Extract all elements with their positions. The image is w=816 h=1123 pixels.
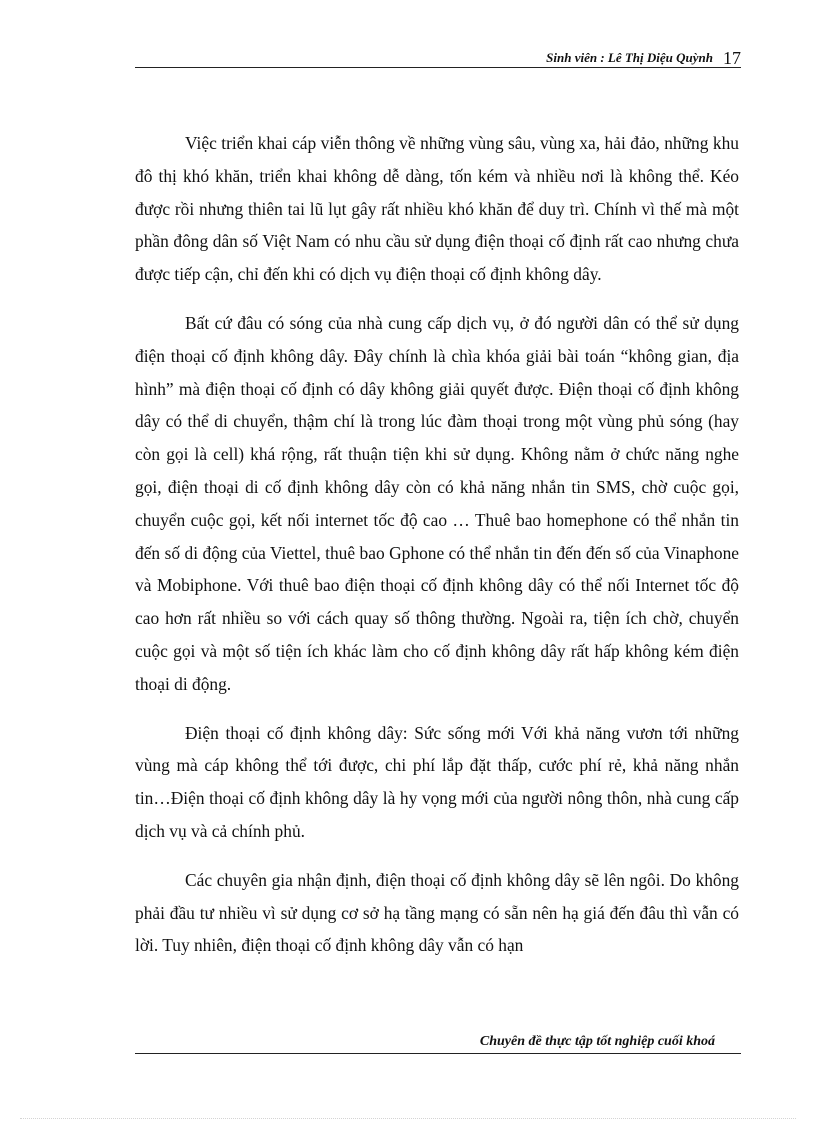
paragraph: Việc triển khai cáp viễn thông về những vùng sâu, vùng xa, hải đảo, những khu đô thị khó khăn, triển khai không dễ dàng, tốn kém và nhiều nơi là không thể. Kéo được rồi nhưng thiên tai lũ lụt gây rất nhiều khó khăn để duy trì. Chính vì thế mà một phần đông dân số Việt Nam có nhu cầu sử dụng điện thoại cố định rất cao nhưng chưa được tiếp cận, chỉ đến khi có dịch vụ điện thoại cố định không dây. [135,133,739,285]
paragraph: Điện thoại cố định không dây: Sức sống mới Với khả năng vươn tới những vùng mà cáp không thể tới được, chi phí lắp đặt thấp, cước phí rẻ, khả năng nhắn tin…Điện thoại cố định không dây là hy vọng mới của người nông thôn, nhà cung cấp dịch vụ và cả chính phủ. [135,722,739,841]
footer-title: Chuyên đề thực tập tốt nghiệp cuối khoá [479,1034,715,1049]
header-author: Sinh viên : Lê Thị Diệu Quỳnh [546,50,713,65]
page-edge [20,1118,796,1119]
page-number: 17 [723,48,741,68]
document-body [135,127,739,978]
header-divider [135,67,741,68]
footer-divider [135,1053,741,1054]
paragraph: Bất cứ đâu có sóng của nhà cung cấp dịch vụ, ở đó người dân có thể sử dụng điện thoại cố định không dây. Đây chính là chìa khóa giải bài toán “không gian, địa hình” mà điện thoại cố định có dây không giải quyết được. Điện thoại cố định không dây có thể di chuyển, thậm chí là trong lúc đàm thoại trong một vùng phủ sóng (hay còn gọi là cell) khá rộng, rất thuận tiện khi sử dụng. Không nằm ở chức năng nghe gọi, điện thoại di cố định không dây còn có khả năng nhắn tin SMS, chờ cuộc gọi, chuyển cuộc gọi, kết nối internet tốc độ cao … Thuê bao homephone có thể nhắn tin đến số di động của Viettel, thuê bao Gphone có thể nhắn tin đến đến số của Vinaphone và Mobiphone. Với thuê bao điện thoại cố định không dây có thể nối Internet tốc độ cao hơn rất nhiều so với cách quay số thông thường. Ngoài ra, tiện ích chờ, chuyển cuộc gọi và một số tiện ích khác làm cho cố định không dây rất hấp không kém điện thoại di động. [135,312,739,694]
paragraph: Các chuyên gia nhận định, điện thoại cố định không dây sẽ lên ngôi. Do không phải đầu tư nhiều vì sử dụng cơ sở hạ tầng mạng có sẵn nên hạ giá đến đâu thì vẫn có lời. Tuy nhiên, điện thoại cố định không dây vẫn có hạn [135,869,739,956]
